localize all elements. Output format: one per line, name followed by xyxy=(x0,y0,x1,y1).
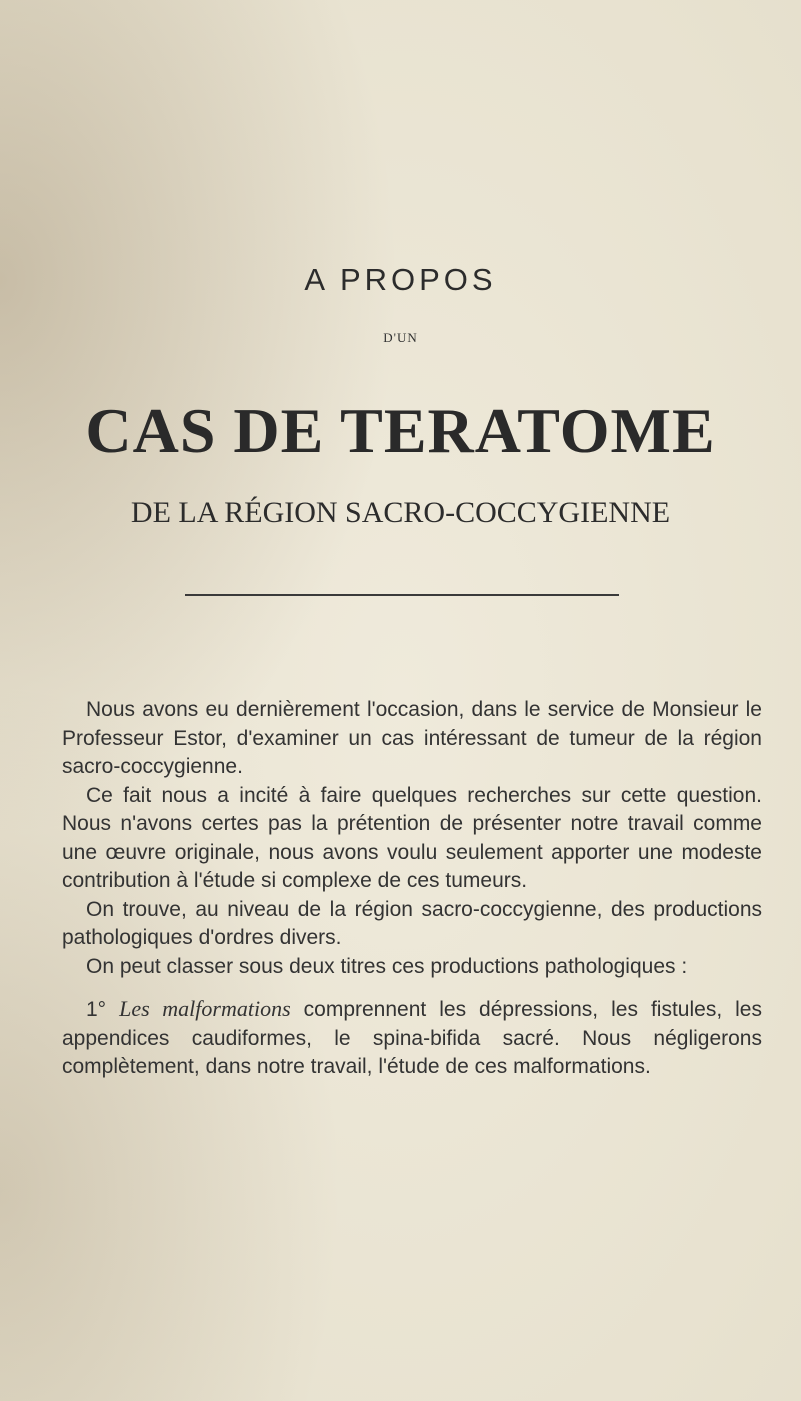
list-emphasis: Les malformations xyxy=(119,996,291,1021)
list-item-malformations xyxy=(62,995,762,1082)
title-d-un: D'UN xyxy=(383,330,418,345)
title-a-propos: A PROPOS xyxy=(304,262,497,297)
paragraph: Ce fait nous a incité à faire quelques recherches sur cette question. Nous n'avons certes pas la prétention de présenter notre travail comme une œuvre originale, nous avons voulu seulement apporter une modeste contribution à l'étude si complexe de ces tumeurs. xyxy=(62,783,762,892)
body-text xyxy=(62,696,762,1082)
title-divider xyxy=(185,594,619,596)
list-text: comprennent les dépressions, les fistules, les appendices caudiformes, le spina-bifida sacré. Nous négligerons complètement, dans notre travail, l'étude de ces malformations. xyxy=(62,998,762,1078)
paragraph: Nous avons eu dernièrement l'occasion, dans le service de Monsieur le Professeur Estor, d'examiner un cas intéressant de tumeur de la région sacro-coccygienne. xyxy=(62,698,762,778)
paragraph: On trouve, au niveau de la région sacro-coccygienne, des productions pathologiques d'ordres divers. xyxy=(62,897,762,949)
list-number: 1° xyxy=(86,998,107,1021)
title-main: CAS DE TERATOME xyxy=(85,395,716,466)
title-subtitle: DE LA RÉGION SACRO-COCCYGIENNE xyxy=(130,496,671,529)
paragraph: On peut classer sous deux titres ces productions pathologiques : xyxy=(86,954,688,978)
